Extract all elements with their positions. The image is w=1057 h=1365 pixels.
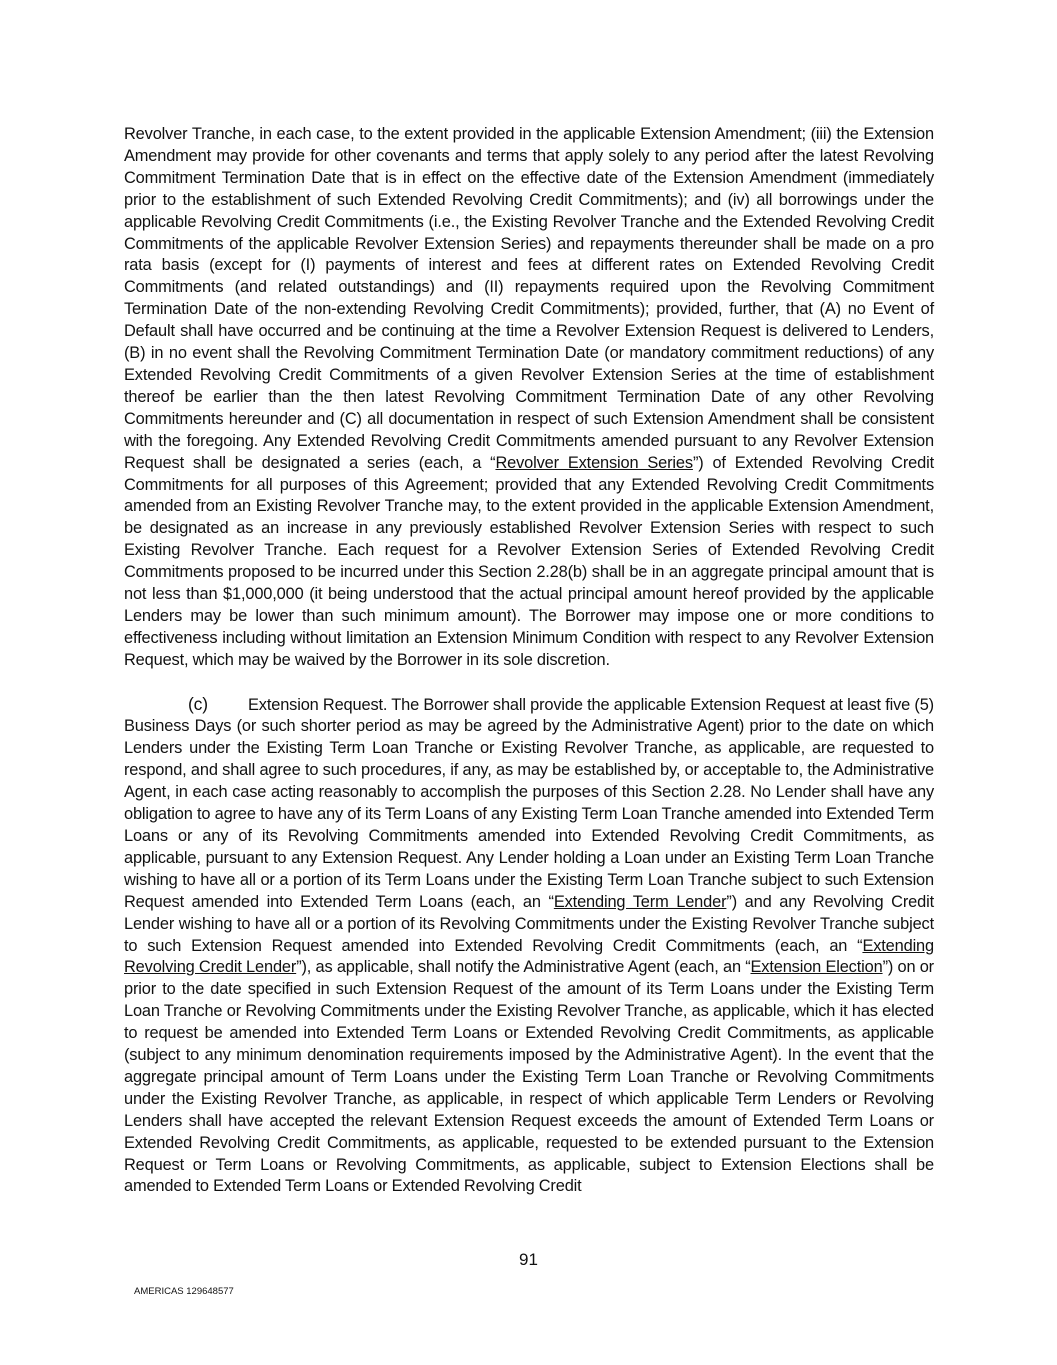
paragraph-b-continued: Revolver Tranche, in each case, to the extent provided in the applicable Extension Amendment; (iii) the Extension Amendment may provide for other covenants and terms that apply solely to any period after the latest Revolving Commitment Termination Date that is in effect on the effective date of the Extension Amendment (immediately prior to the establishment of such Extended Revolving Credit Commitments); and (iv) all borrowings under the applicable Revolving Credit Commitments (i.e., the Existing Revolver Tranche and the Extended Revolving Credit Commitments of the applicable Revolver Extension Series) and repayments thereunder shall be made on a pro rata basis (except for (I) payments of interest and fees at different rates on Extended Revolving Credit Commitments (and related outstandings) and (II) repayments required upon the Revolving Commitment Termination Date of the non-extending Revolving Credit Commitments); provided, further, that (A) no Event of Default shall have occurred and be continuing at the time a Revolver Extension Request is delivered to Lenders, (B) in no event shall the Revolving Commitment Termination Date (or mandatory commitment reductions) of any Extended Revolving Credit Commitments of a given Revolver Extension Series at the time of establishment thereof be earlier than the then latest Revolving Commitment Termination Date of any other Revolving Commitments hereunder and (C) all documentation in respect of such Extension Amendment shall be consistent with the foregoing. Any Extended Revolving Credit Commitments amended pursuant to any Revolver Extension Request shall be designated a series (each, a “Revolver Extension Series”) of Extended Revolving Credit Commitments for all purposes of this Agreement; provided that any Extended Revolving Credit Commitments amended from an Existing Revolver Tranche may, to the extent provided in the applicable Extension Amendment, be designated as an increase in any previously established Revolver Extension Series with respect to such Existing Revolver Tranche. Each request for a Revolver Extension Series of Extended Revolving Credit Commitments proposed to be incurred under this Section 2.28(b) shall be in an aggregate principal amount that is not less than $1,000,000 (it being understood that the actual principal amount hereof provided by the applicable Lenders may be lower than such minimum amount). The Borrower may impose one or more conditions to effectiveness including without limitation an Extension Minimum Condition with respect to any Revolver Extension Request, which may be waived by the Borrower in its sole discretion.	[124, 125, 935, 669]
defined-term-extension-election: Extension Election	[750, 958, 883, 977]
defined-term-extending-term-lender: Extending Term Lender	[553, 892, 727, 911]
defined-term-extending-revolving-credit-lender: Extending Revolving Credit Lender	[124, 936, 934, 977]
paragraph-enumerator: (c)	[188, 693, 208, 714]
page-number: 91	[519, 1250, 538, 1269]
document-id: AMERICAS 129648577	[134, 1286, 234, 1297]
defined-term-revolver-extension-series: Revolver Extension Series	[495, 453, 693, 472]
paragraph-c: (c) Extension Request. The Borrower shall provide the applicable Extension Request at least five (5) Business Days (or such shorter period as may be agreed by the Administrative Agent) prior to the date on which Lenders under the Existing Term Loan Tranche or Existing Revolver Tranche, as applicable, are requested to respond, and shall agree to such procedures, if any, as may be established by, or acceptable to, the Administrative Agent, in each case acting reasonably to accomplish the purposes of this Section 2.28. No Lender shall have any obligation to agree to have any of its Term Loans of any Existing Term Loan Tranche amended into Extended Term Loans or any of its Revolving Commitments amended into Extended Revolving Credit Commitments, as applicable, pursuant to any Extension Request. Any Lender holding a Loan under an Existing Term Loan Tranche wishing to have all or a portion of its Term Loans under the Existing Term Loan Tranche subject to such Extension Request amended into Extended Term Loans (each, an “Extending Term Lender”) and any Revolving Credit Lender wishing to have all or a portion of its Revolving Commitments under the Existing Revolver Tranche subject to such Extension Request amended into Extended Revolving Credit Commitments (each, an “Extending Revolving Credit Lender”), as applicable, shall notify the Administrative Agent (each, an “Extension Election”) on or prior to the date specified in such Extension Request of the amount of its Term Loans under the Existing Term Loan Tranche or Revolving Commitments under the Existing Revolver Tranche, as applicable, which it has elected to request be amended into Extended Term Loans or Extended Revolving Credit Commitments, as applicable (subject to any minimum denomination requirements imposed by the Administrative Agent). In the event that the aggregate principal amount of Term Loans under the Existing Term Loan Tranche or Revolving Commitments under the Existing Revolver Tranche, as applicable, in respect of which applicable Term Lenders or Revolving Lenders shall have accepted the relevant Extension Request exceeds the amount of Extended Term Loans or Extended Revolving Credit Commitments, as applicable, requested to be extended pursuant to the Extension Request or Term Loans or Revolving Commitments, as applicable, subject to Extension Elections shall be amended to Extended Term Loans or Extended Revolving Credit	[124, 693, 934, 1196]
paragraph-heading: Extension Request.	[248, 695, 388, 714]
body-text	[124, 124, 934, 1198]
